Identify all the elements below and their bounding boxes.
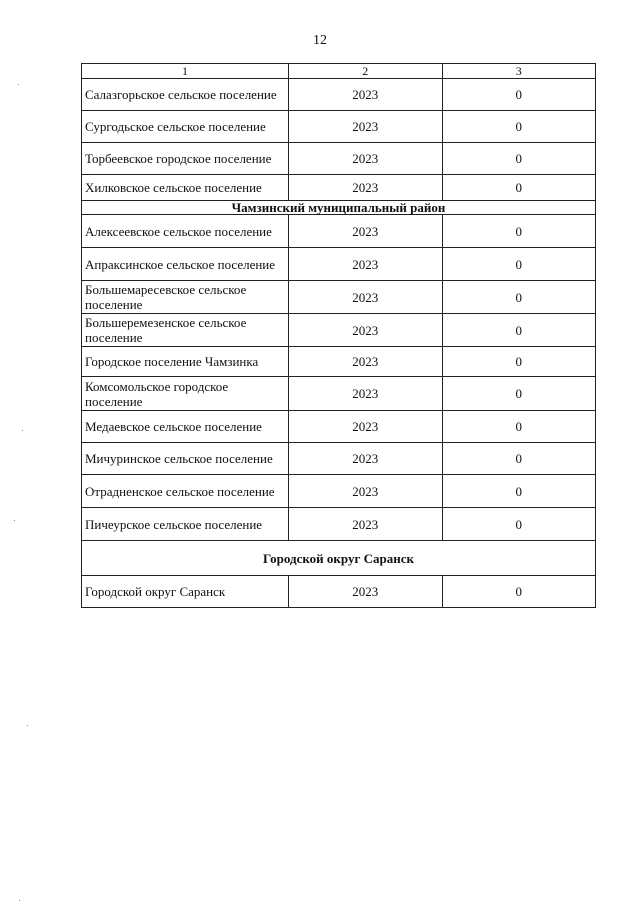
table-row — [82, 377, 596, 411]
municipal-table — [81, 63, 596, 608]
section-title: Чамзинский муниципальный район — [82, 201, 596, 215]
table-row — [82, 111, 596, 143]
settlement-name: Апраксинское сельское поселение — [82, 248, 289, 281]
year-cell: 2023 — [289, 411, 443, 443]
settlement-name: Торбеевское городское поселение — [82, 143, 289, 175]
settlement-name: Салазгорьское сельское поселение — [82, 79, 289, 111]
page-number: 12 — [313, 33, 327, 48]
section-row — [82, 201, 596, 215]
value-cell: 0 — [442, 143, 596, 175]
table-row — [82, 175, 596, 201]
value-cell: 0 — [442, 508, 596, 541]
settlement-name: Хилковское сельское поселение — [82, 175, 289, 201]
settlement-name: Большемаресевское сельское поселение — [82, 281, 289, 314]
year-cell: 2023 — [289, 576, 443, 608]
table-row — [82, 475, 596, 508]
year-cell: 2023 — [289, 111, 443, 143]
header-row — [82, 64, 596, 79]
settlement-name: Пичеурское сельское поселение — [82, 508, 289, 541]
year-cell: 2023 — [289, 143, 443, 175]
year-cell: 2023 — [289, 175, 443, 201]
table-row — [82, 443, 596, 475]
table-row — [82, 347, 596, 377]
table-row — [82, 411, 596, 443]
table-row — [82, 79, 596, 111]
column-header-1: 1 — [82, 64, 289, 79]
year-cell: 2023 — [289, 508, 443, 541]
settlement-name: Комсомольское городское поселение — [82, 377, 289, 411]
settlement-name: Большеремезенское сельское поселение — [82, 314, 289, 347]
column-header-3: 3 — [442, 64, 596, 79]
value-cell: 0 — [442, 475, 596, 508]
value-cell: 0 — [442, 347, 596, 377]
value-cell: 0 — [442, 79, 596, 111]
value-cell: 0 — [442, 377, 596, 411]
value-cell: 0 — [442, 576, 596, 608]
section-title: Городской округ Саранск — [82, 541, 596, 576]
settlement-name: Мичуринское сельское поселение — [82, 443, 289, 475]
value-cell: 0 — [442, 215, 596, 248]
table-row — [82, 314, 596, 347]
table-row — [82, 248, 596, 281]
settlement-name: Алексеевское сельское поселение — [82, 215, 289, 248]
settlement-name: Городское поселение Чамзинка — [82, 347, 289, 377]
year-cell: 2023 — [289, 314, 443, 347]
value-cell: 0 — [442, 111, 596, 143]
table-row — [82, 576, 596, 608]
year-cell: 2023 — [289, 347, 443, 377]
table-row — [82, 508, 596, 541]
year-cell: 2023 — [289, 475, 443, 508]
settlement-name: Городской округ Саранск — [82, 576, 289, 608]
table-row — [82, 143, 596, 175]
settlement-name: Сургодьское сельское поселение — [82, 111, 289, 143]
table-row — [82, 215, 596, 248]
year-cell: 2023 — [289, 377, 443, 411]
year-cell: 2023 — [289, 215, 443, 248]
table-row — [82, 281, 596, 314]
value-cell: 0 — [442, 175, 596, 201]
section-row — [82, 541, 596, 576]
year-cell: 2023 — [289, 79, 443, 111]
value-cell: 0 — [442, 314, 596, 347]
year-cell: 2023 — [289, 443, 443, 475]
value-cell: 0 — [442, 281, 596, 314]
year-cell: 2023 — [289, 281, 443, 314]
column-header-2: 2 — [289, 64, 443, 79]
year-cell: 2023 — [289, 248, 443, 281]
value-cell: 0 — [442, 411, 596, 443]
value-cell: 0 — [442, 248, 596, 281]
settlement-name: Медаевское сельское поселение — [82, 411, 289, 443]
settlement-name: Отрадненское сельское поселение — [82, 475, 289, 508]
value-cell: 0 — [442, 443, 596, 475]
